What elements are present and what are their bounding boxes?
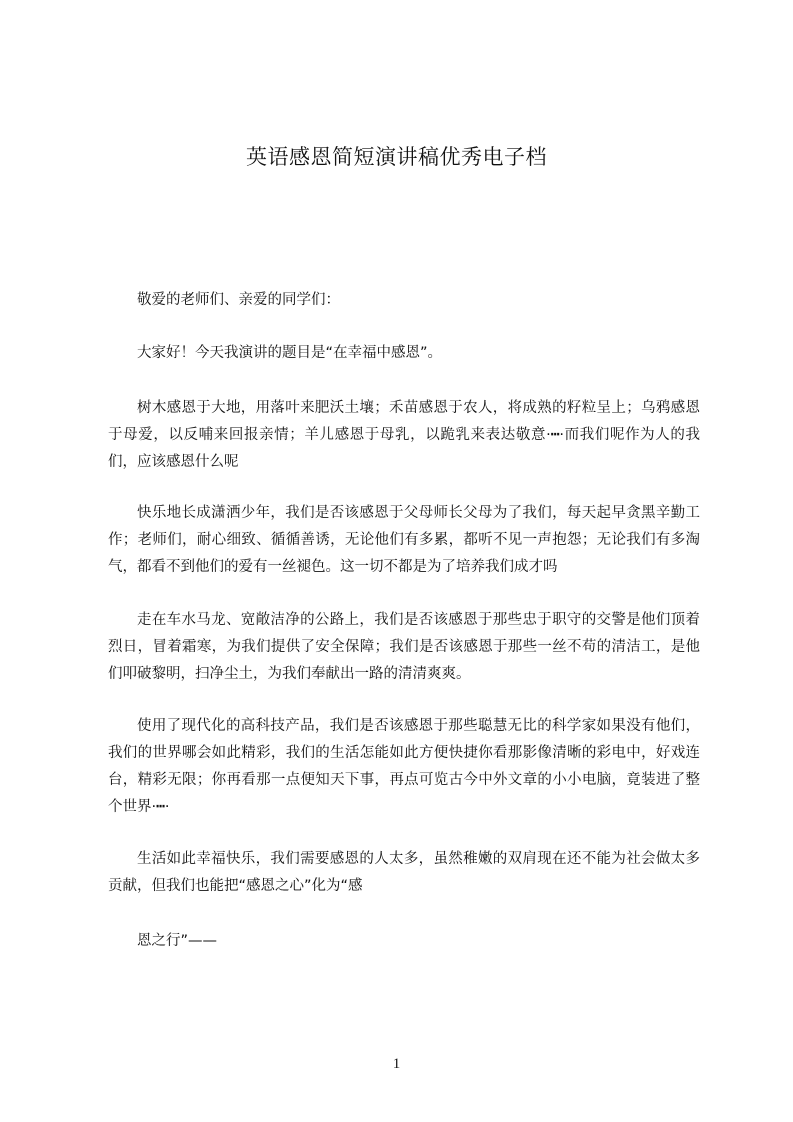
paragraph-continuation: 恩之行”—— (137, 933, 218, 949)
page-number: 1 (392, 1056, 401, 1072)
paragraph-scientists: 使用了现代化的高科技产品，我们是否该感恩于那些聪慧无比的科学家如果没有他们，我们的世界哪会如此精彩，我们的生活怎能如此方便快捷你看那影像清晰的彩电中，好戏连台，精彩无限；你再看那一点便知天下事，再点可览古今中外文章的小小电脑，竟装进了整个世界·┅· (108, 718, 700, 815)
page-title: 英语感恩简短演讲稿优秀电子档 (246, 145, 547, 169)
paragraph-gratitude: 生活如此幸福快乐，我们需要感恩的人太多，虽然稚嫩的双肩现在还不能为社会做太多贡献，但我们也能把“感恩之心”化为“感 (108, 851, 700, 894)
paragraph-intro: 大家好！今天我演讲的题目是“在幸福中感恩”。 (137, 345, 443, 361)
paragraph-greeting: 敬爱的老师们、亲爱的同学们： (137, 292, 340, 308)
paragraph-traffic-cleaners: 走在车水马龙、宽敞洁净的公路上，我们是否该感恩于那些忠于职守的交警是他们顶着烈日，冒着霜寒，为我们提供了安全保障；我们是否该感恩于那些一丝不苟的清洁工，是他们叩破黎明，扫净尘土，为我们奉献出一路的清清爽爽。 (108, 612, 700, 682)
paragraph-nature: 树木感恩于大地，用落叶来肥沃土壤；禾苗感恩于农人，将成熟的籽粒呈上；乌鸦感恩于母爱，以反哺来回报亲情；羊儿感恩于母乳，以跪乳来表达敬意·┅·而我们呢作为人的我们，应该感恩什么呢 (108, 400, 700, 470)
paragraph-parents-teachers: 快乐地长成潇洒少年，我们是否该感恩于父母师长父母为了我们，每天起早贪黑辛勤工作；老师们，耐心细致、循循善诱，无论他们有多累，都听不见一声抱怨；无论我们有多淘气，都看不到他们的爱有一丝褪色。这一切不都是为了培养我们成才吗 (108, 505, 700, 575)
